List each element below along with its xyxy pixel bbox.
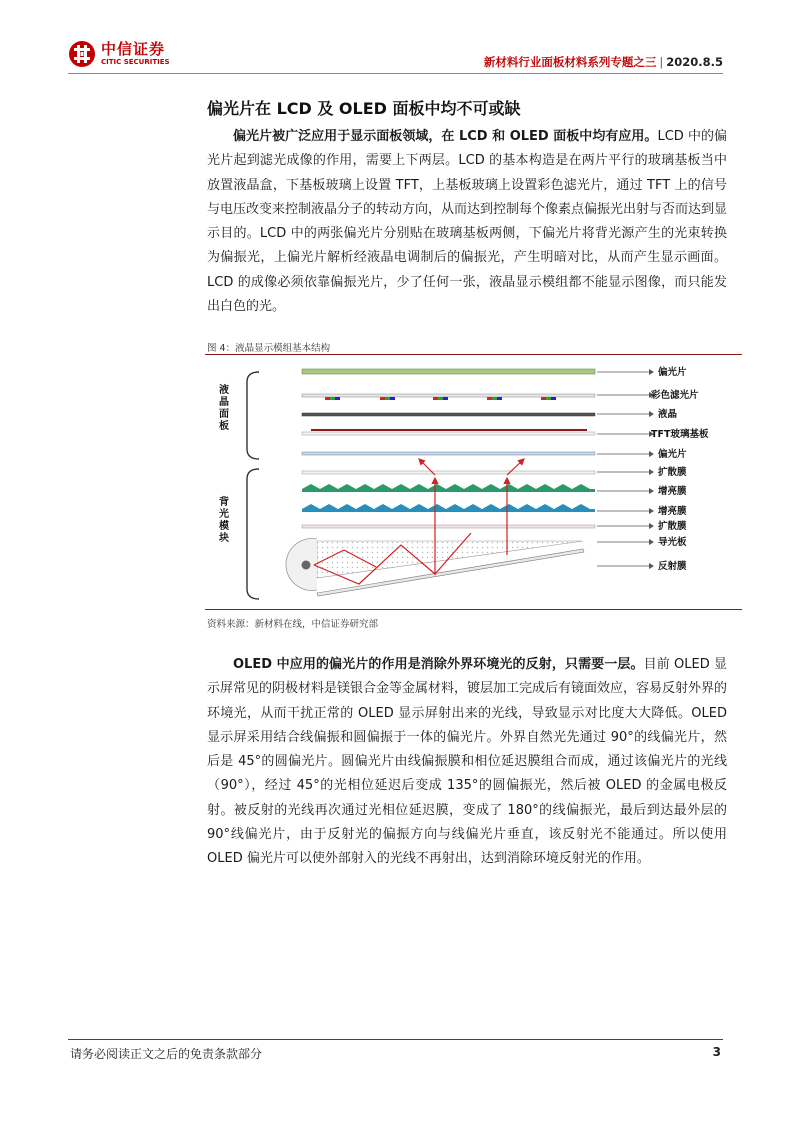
tft-array [311,429,587,431]
layer-label: 彩色滤光片 [651,390,699,401]
layer-color-filter [302,394,595,397]
figure-source: 资料来源：新材料在线，中信证券研究部 [207,619,379,630]
report-title: 新材料行业面板材料系列专题之三 [483,55,657,69]
footer-disclaimer: 请务必阅读正文之后的免责条款部分 [70,1047,263,1061]
section-title: 偏光片在 LCD 及 OLED 面板中均不可或缺 [207,99,521,118]
citic-logo-icon [68,40,96,68]
layer-label: 增亮膜 [658,506,687,517]
layer-label: 液晶 [658,409,678,420]
paragraph-lcd [207,125,727,319]
logo-chinese-name: 中信证券 [101,40,166,58]
lcd-module-diagram [205,355,742,609]
layer-label: 导光板 [658,537,687,548]
panel-bracket [247,372,259,459]
figure-caption: 图 4：液晶显示模组基本结构 [207,343,331,354]
layer-diffuser-bottom [302,525,595,528]
paragraph-oled [207,653,727,872]
layer-liquid-crystal [302,413,595,416]
page-number: 3 [712,1045,721,1059]
figure-bottom-rule [205,609,742,610]
layer-label: 扩散膜 [658,467,687,478]
group-label-backlight: 背光模块 [219,497,229,544]
company-logo [68,40,170,68]
layer-tft-glass [302,432,595,435]
paragraph-oled-lead: OLED 中应用的偏光片的作用是消除外界环境光的反射，只需要一层。 [233,657,644,672]
layer-polarizer-bottom [302,452,595,455]
report-header [484,54,723,70]
color-filter-pixels [325,397,556,400]
report-date: 2020.8.5 [666,55,723,69]
backlight-bracket [247,469,259,599]
layer-brightness-film-1 [302,484,595,492]
layer-label: 偏光片 [658,449,687,460]
logo-english-name: CITIC SECURITIES [101,58,170,66]
lcd-structure-svg [205,355,742,609]
layer-polarizer-top [302,369,595,374]
paragraph-lcd-lead: 偏光片被广泛应用于显示面板领域，在 LCD 和 OLED 面板中均有应用。 [233,129,658,144]
layer-label: 反射膜 [658,561,687,572]
group-label-panel: 液晶面板 [219,385,229,432]
layer-brightness-film-2 [302,504,595,512]
paragraph-lcd-body: LCD 中的偏光片起到滤光成像的作用，需要上下两层。LCD 的基本构造是在两片平行的玻璃基板当中放置液晶盒，下基板玻璃上设置 TFT，上基板玻璃上设置彩色滤光片，通过 TFT 上的信号与电压改变来控制液晶分子的转动方向，从而达到控制每个像素点偏振光出射与否而达到显示目的。LCD 中的两张偏光片分别贴在玻璃基板两侧，下偏光片将背光源产生的光束转换为偏振光，上偏光片解析经液晶电调制后的偏振光，产生明暗对比，从而产生显示画面。LCD 的成像必须依靠偏振光片，少了任何一张，液晶显示模组都不能显示图像，而只能发出白色的光。 [207,129,728,315]
paragraph-oled-body: 目前 OLED 显示屏常见的阴极材料是镁银合金等金属材料，镀层加工完成后有镜面效应，容易反射外界的环境光，从而干扰正常的 OLED 显示屏射出来的光线，导致显示对比度大大降低。OLED 显示屏采用结合线偏振和圆偏振于一体的偏光片。外界自然光先通过 90°的线偏光片，然后是 45°的圆偏光片。圆偏光片由线偏振膜和相位延迟膜组合而成，通过该偏光片的光线（90°），经过 45°的光相位延迟后变成 135°的圆偏振光，然后被 OLED 的金属电极反射。被反射的光线再次通过光相位延迟膜，变成了 180°的线偏振光，最后到达最外层的 90°线偏光片，由于反射光的偏振方向与线偏光片垂直，该反射光不能通过。所以使用 OLED 偏光片可以使外部射入的光线不再射出，达到消除环境反射光的作用。 [207,657,728,867]
header-separator: | [659,55,664,69]
layer-diffuser-top [302,471,595,474]
footer-divider [68,1039,723,1040]
leader-lines [597,372,649,566]
header-divider [68,73,723,74]
layer-label: TFT玻璃基板 [651,429,709,440]
layer-label: 增亮膜 [658,486,687,497]
light-source-lamp [302,561,311,570]
layer-label: 扩散膜 [658,521,687,532]
light-source-housing [286,539,317,591]
layer-label: 偏光片 [658,367,687,378]
